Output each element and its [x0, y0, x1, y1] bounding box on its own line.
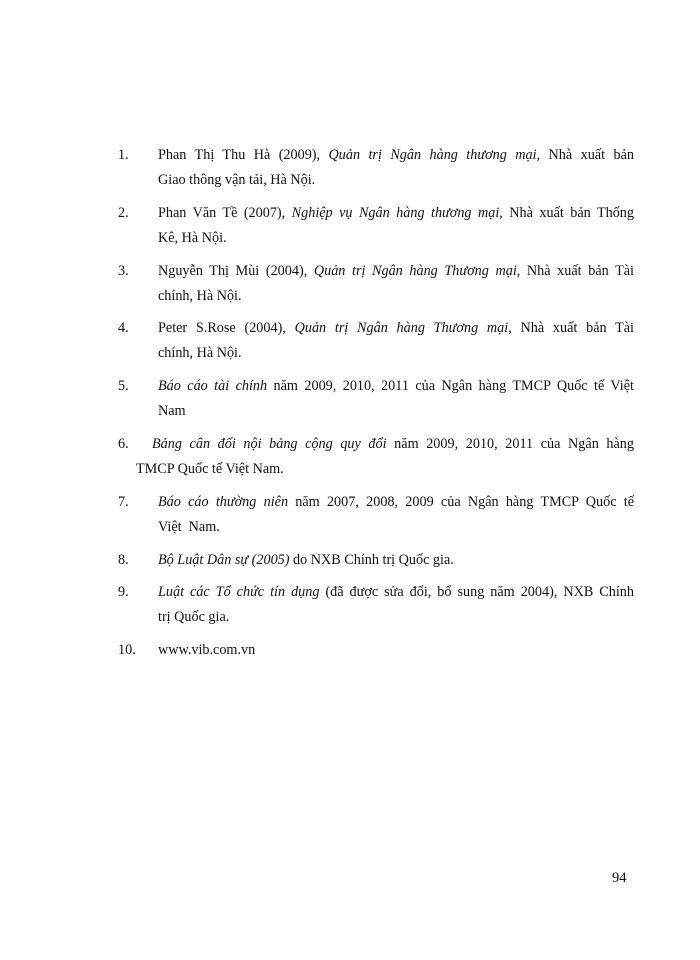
reference-title: Quản trị Ngân hàng Thương mại [294, 320, 509, 336]
reference-item [118, 548, 634, 573]
reference-item [118, 259, 634, 309]
reference-title: Nghiệp vụ Ngân hàng thương mại, [291, 205, 503, 221]
reference-text: Bảng cân đối nội bảng cộng quy đổi năm 2009, 2010, 2011 của Ngân hàng TMCP Quốc tế Việt Nam. [136, 436, 634, 477]
reference-text: Luật các Tổ chức tín dụng (đã được sửa đổi, bổ sung năm 2004), NXB Chính trị Quốc gia. [158, 584, 634, 625]
reference-number: 7. [118, 494, 129, 510]
reference-number: 1. [118, 147, 129, 163]
reference-number: 10. [118, 642, 136, 658]
reference-url: www.vib.com.vn [158, 642, 256, 658]
reference-number: 2. [118, 205, 129, 221]
reference-item [118, 580, 634, 630]
reference-item [118, 374, 634, 424]
reference-number: 6. [118, 436, 129, 452]
reference-title: Báo cáo thường niên [158, 494, 289, 510]
reference-text: Phan Văn Tề (2007), Nghiệp vụ Ngân hàng thương mại, Nhà xuất bản Thống Kê, Hà Nội. [158, 205, 634, 246]
reference-title: Quản trị Ngân hàng thương mại, [328, 147, 541, 163]
reference-text: Phan Thị Thu Hà (2009), Quản trị Ngân hàng thương mại, Nhà xuất bản Giao thông vận tải, Hà Nội. [158, 147, 634, 188]
reference-title: Quản trị Ngân hàng Thương mại [313, 263, 517, 279]
reference-text [158, 638, 634, 663]
reference-number: 5. [118, 378, 129, 394]
reference-number: 8. [118, 552, 129, 568]
reference-item [118, 490, 634, 540]
reference-item [118, 316, 634, 366]
reference-number: 9. [118, 584, 129, 600]
reference-text: Nguyễn Thị Mùi (2004), Quản trị Ngân hàng Thương mại, Nhà xuất bản Tài chính, Hà Nội. [158, 263, 634, 304]
reference-title: Bộ Luật Dân sự (2005) [158, 552, 290, 568]
reference-number: 4. [118, 320, 129, 336]
reference-text: Bộ Luật Dân sự (2005) do NXB Chính trị Quốc gia. [158, 552, 454, 568]
reference-item [118, 201, 634, 251]
reference-item [118, 432, 634, 482]
reference-item [118, 638, 634, 663]
reference-item [118, 143, 634, 193]
reference-title: Bảng cân đối nội bảng cộng quy đổi [152, 436, 387, 452]
reference-title: Báo cáo tài chính [158, 378, 268, 394]
reference-number: 3. [118, 263, 129, 279]
reference-title: Luật các Tổ chức tín dụng [158, 584, 320, 600]
page-number: 94 [612, 870, 627, 886]
reference-text: Báo cáo tài chính năm 2009, 2010, 2011 của Ngân hàng TMCP Quốc tế Việt Nam [158, 378, 634, 419]
reference-text: Peter S.Rose (2004), Quản trị Ngân hàng Thương mại, Nhà xuất bản Tài chính, Hà Nội. [158, 320, 634, 361]
reference-text: Báo cáo thường niên năm 2007, 2008, 2009 của Ngân hàng TMCP Quốc tế Việt Nam. [158, 494, 634, 535]
